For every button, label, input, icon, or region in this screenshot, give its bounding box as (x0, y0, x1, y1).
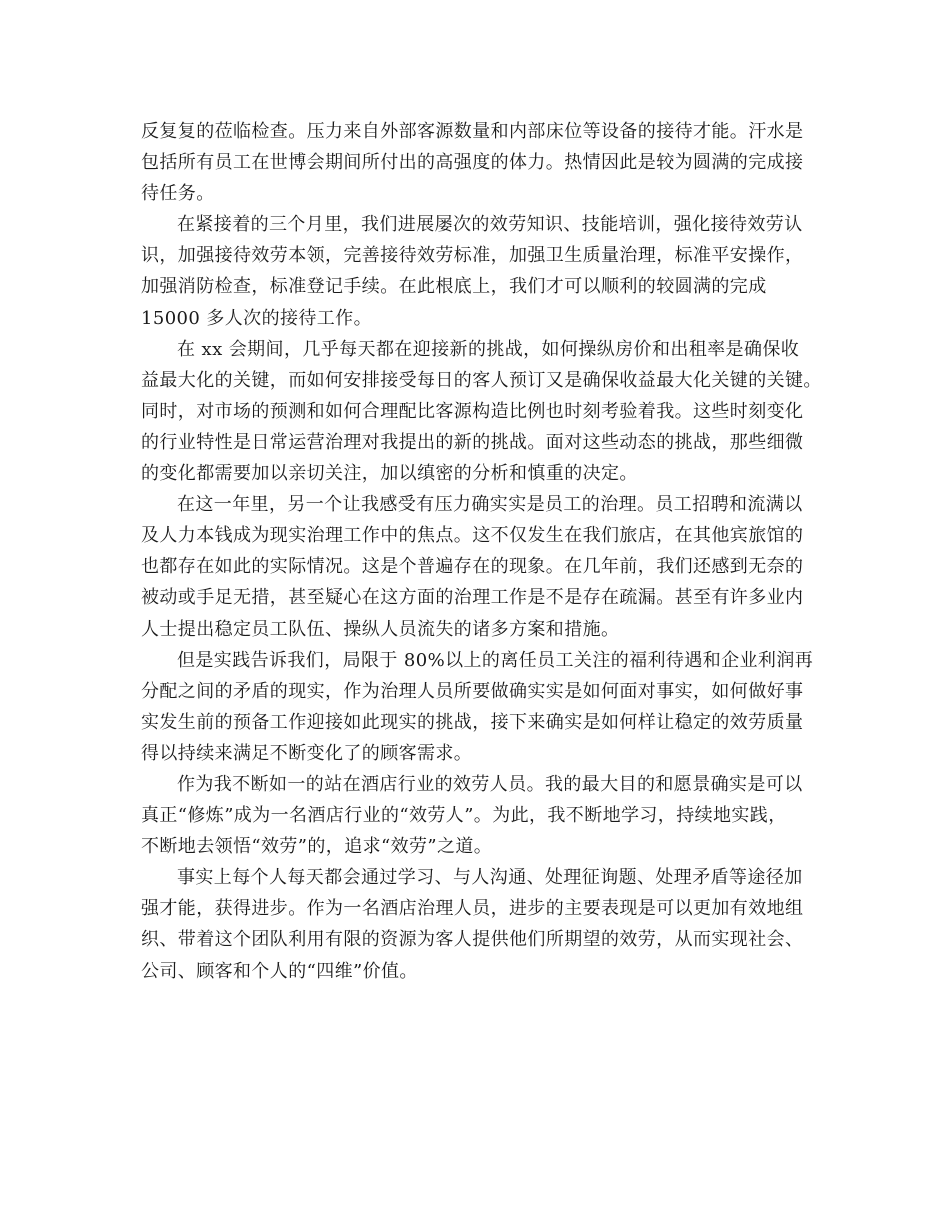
paragraph-line: 15000 多人次的接待工作。 (141, 307, 372, 329)
paragraph-line: 的变化都需要加以亲切关注，加以缜密的分析和慎重的决定。 (141, 463, 638, 485)
paragraph-line: 及人力本钱成为现实治理工作中的焦点。这不仅发生在我们旅店，在其他宾旅馆的 (141, 525, 804, 547)
paragraph-line: 公司、顾客和个人的“四维”价值。 (141, 960, 418, 982)
paragraph-line: 待任务。 (141, 183, 215, 205)
paragraph-line: 织、带着这个团队利用有限的资源为客人提供他们所期望的效劳，从而实现社会、 (141, 929, 804, 951)
document-body (141, 116, 821, 987)
paragraph-line: 在这一年里，另一个让我感受有压力确实实是员工的治理。员工招聘和流满以 (177, 494, 803, 516)
paragraph-line: 分配之间的矛盾的现实，作为治理人员所要做确实实是如何面对事实，如何做好事 (141, 680, 804, 702)
paragraph-1 (141, 116, 821, 209)
paragraph-7 (141, 862, 821, 986)
paragraph-line: 的行业特性是日常运营治理对我提出的新的挑战。面对这些动态的挑战，那些细微 (141, 431, 804, 453)
paragraph-line: 在紧接着的三个月里，我们进展屡次的效劳知识、技能培训，强化接待效劳认 (177, 214, 803, 236)
paragraph-line: 作为我不断如一的站在酒店行业的效劳人员。我的最大目的和愿景确实是可以 (177, 773, 803, 795)
paragraph-line: 包括所有员工在世博会期间所付出的高强度的体力。热情因此是较为圆满的完成接 (141, 152, 804, 174)
paragraph-line: 人士提出稳定员工队伍、操纵人员流失的诸多方案和措施。 (141, 618, 620, 640)
paragraph-line: 被动或手足无措，甚至疑心在这方面的治理工作是不是存在疏漏。甚至有许多业内 (141, 587, 804, 609)
paragraph-line: 反复复的莅临检查。压力来自外部客源数量和内部床位等设备的接待才能。汗水是 (141, 121, 804, 142)
paragraph-line: 事实上每个人每天都会通过学习、与人沟通、处理征询题、处理矛盾等途径加 (177, 867, 803, 889)
paragraph-line: 但是实践告诉我们，局限于 80%以上的离任员工关注的福利待遇和企业利润再 (177, 649, 814, 671)
paragraph-6 (141, 769, 821, 862)
paragraph-line: 同时，对市场的预测和如何合理配比客源构造比例也时刻考验着我。这些时刻变化 (141, 400, 804, 422)
paragraph-line: 在 xx 会期间，几乎每天都在迎接新的挑战，如何操纵房价和出租率是确保收 (177, 338, 800, 360)
paragraph-2 (141, 209, 821, 333)
paragraph-line: 真正“修炼”成为一名酒店行业的“效劳人”。为此，我不断地学习，持续地实践， (141, 805, 787, 827)
paragraph-line: 得以持续来满足不断变化了的顾客需求。 (141, 742, 473, 764)
paragraph-4 (141, 489, 821, 644)
paragraph-line: 不断地去领悟“效劳”的，追求“效劳”之道。 (141, 836, 493, 858)
paragraph-5 (141, 645, 821, 769)
paragraph-line: 识，加强接待效劳本领，完善接待效劳标准，加强卫生质量治理，标准平安操作， (141, 245, 804, 267)
paragraph-line: 加强消防检查，标准登记手续。在此根底上，我们才可以顺利的较圆满的完成 (141, 276, 767, 298)
paragraph-line: 益最大化的关键，而如何安排接受每日的客人预订又是确保收益最大化关键的关键。 (141, 369, 822, 391)
paragraph-3 (141, 334, 821, 489)
paragraph-line: 强才能，获得进步。作为一名酒店治理人员，进步的主要表现是可以更加有效地组 (141, 898, 804, 920)
paragraph-line: 实发生前的预备工作迎接如此现实的挑战，接下来确实是如何样让稳定的效劳质量 (141, 711, 804, 733)
paragraph-line: 也都存在如此的实际情况。这是个普遍存在的现象。在几年前，我们还感到无奈的 (141, 556, 804, 578)
